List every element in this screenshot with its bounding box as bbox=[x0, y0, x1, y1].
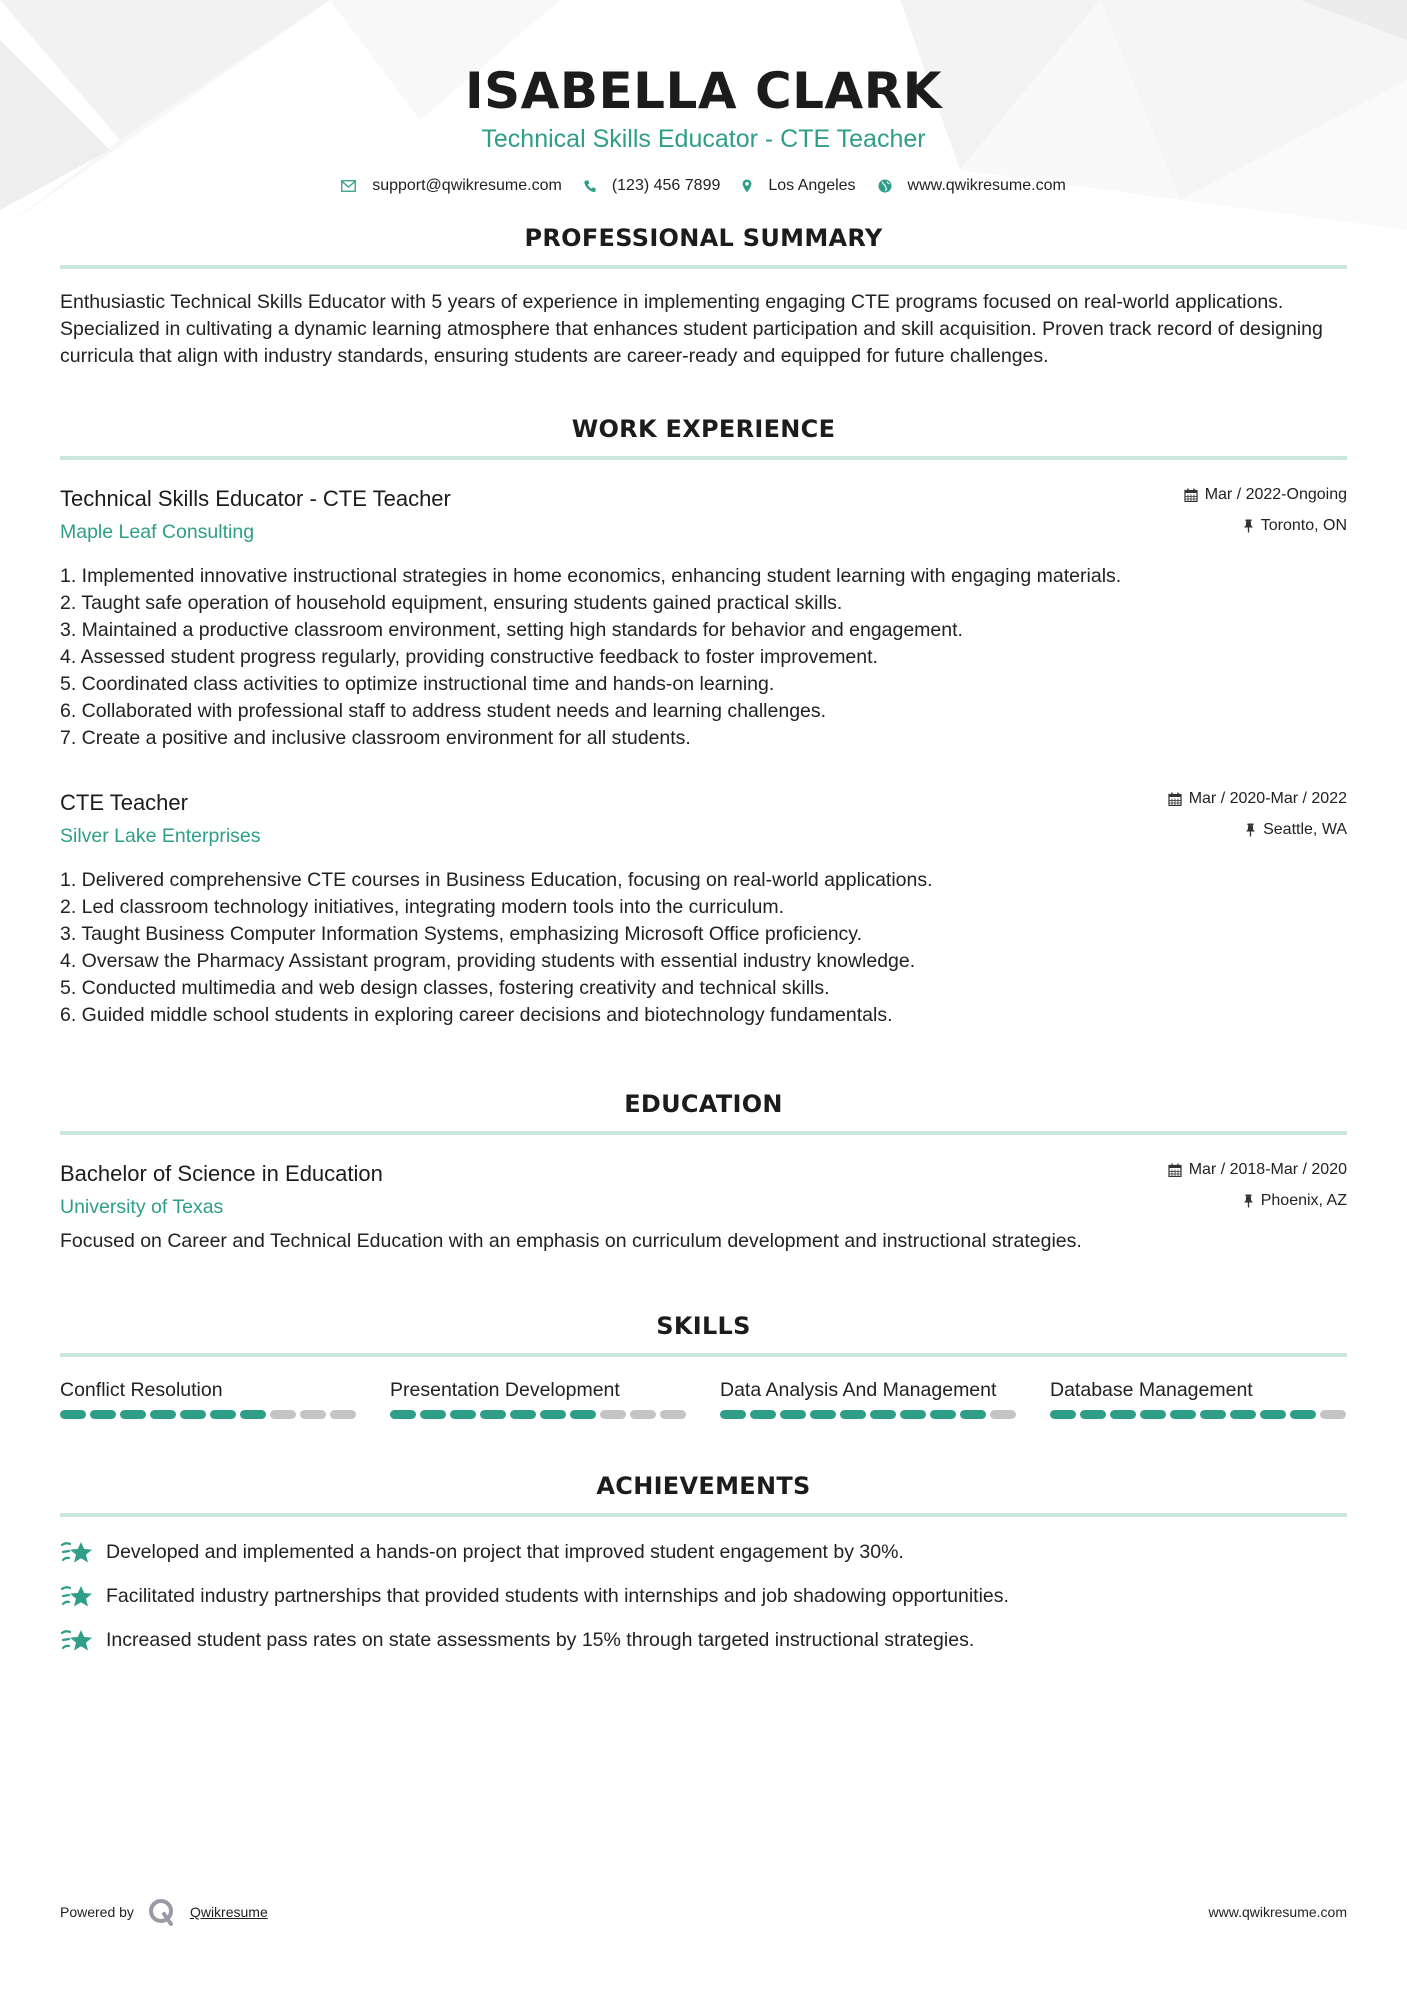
skill-segment-filled bbox=[150, 1410, 176, 1419]
education-dates-text: Mar / 2018-Mar / 2020 bbox=[1188, 1161, 1347, 1178]
job-location bbox=[1184, 515, 1347, 537]
skill-segment-filled bbox=[780, 1410, 806, 1419]
section-education bbox=[60, 1089, 1347, 1255]
skill-segment-empty bbox=[630, 1410, 656, 1419]
job-bullets bbox=[60, 867, 1347, 1029]
section-heading: EDUCATION bbox=[624, 1090, 783, 1118]
job-bullets bbox=[60, 563, 1347, 752]
calendar-icon bbox=[1168, 1163, 1182, 1177]
job-title: Technical Skills Educator - CTE Teacher bbox=[60, 486, 451, 511]
phone-icon bbox=[584, 180, 596, 193]
contact-website-text: www.qwikresume.com bbox=[907, 177, 1066, 194]
job-bullet: 6. Collaborated with professional staff to address student needs and learning challenges. bbox=[60, 700, 827, 722]
job-bullet: 1. Delivered comprehensive CTE courses in Business Education, focusing on real-world applications. bbox=[60, 869, 933, 891]
job-dates-text: Mar / 2022-Ongoing bbox=[1204, 486, 1347, 503]
skill-segment-filled bbox=[120, 1410, 146, 1419]
achievements-list bbox=[60, 1539, 1347, 1654]
job-bullet: 6. Guided middle school students in exploring career decisions and biotechnology fundamentals. bbox=[60, 1004, 893, 1026]
skill-segment-filled bbox=[720, 1410, 746, 1419]
job-bullet: 1. Implemented innovative instructional strategies in home economics, enhancing student learning with engaging materials. bbox=[60, 565, 1122, 587]
skill-segment-filled bbox=[420, 1410, 446, 1419]
job-dates-text: Mar / 2020-Mar / 2022 bbox=[1188, 790, 1347, 807]
education-location-text: Phoenix, AZ bbox=[1260, 1192, 1347, 1209]
skill-segment-filled bbox=[540, 1410, 566, 1419]
skill-name: Conflict Resolution bbox=[60, 1379, 223, 1401]
education-dates bbox=[1168, 1159, 1347, 1181]
section-divider bbox=[60, 1131, 1347, 1135]
skill-segment-filled bbox=[240, 1410, 266, 1419]
job-entry bbox=[60, 788, 1347, 1029]
job-location-text: Toronto, ON bbox=[1260, 517, 1347, 534]
achievement-text: Increased student pass rates on state assessments by 15% through targeted instructional strategies. bbox=[106, 1629, 975, 1651]
section-divider bbox=[60, 456, 1347, 460]
skill-segment-filled bbox=[90, 1410, 116, 1419]
achievement-text: Facilitated industry partnerships that provided students with internships and job shadowing opportunities. bbox=[106, 1585, 1009, 1607]
job-location bbox=[1168, 819, 1347, 841]
skill-segment-empty bbox=[270, 1410, 296, 1419]
job-title: CTE Teacher bbox=[60, 790, 188, 815]
skill-segment-filled bbox=[810, 1410, 836, 1419]
powered-by bbox=[60, 1898, 268, 1926]
contact-email[interactable] bbox=[341, 177, 562, 195]
skill-segment-filled bbox=[510, 1410, 536, 1419]
skill-item bbox=[720, 1377, 1020, 1419]
job-bullet: 3. Maintained a productive classroom environment, setting high standards for behavior and engagement. bbox=[60, 619, 963, 641]
skill-segment-filled bbox=[570, 1410, 596, 1419]
skill-item bbox=[60, 1377, 360, 1419]
skill-segment-filled bbox=[1230, 1410, 1256, 1419]
skill-segment-filled bbox=[750, 1410, 776, 1419]
section-divider bbox=[60, 1513, 1347, 1517]
skill-segment-empty bbox=[1320, 1410, 1346, 1419]
job-location-text: Seattle, WA bbox=[1263, 821, 1347, 838]
skill-segment-filled bbox=[1260, 1410, 1286, 1419]
contact-phone[interactable] bbox=[584, 177, 721, 195]
section-heading: WORK EXPERIENCE bbox=[571, 415, 836, 443]
skill-segment-filled bbox=[1170, 1410, 1196, 1419]
skill-segment-filled bbox=[180, 1410, 206, 1419]
skill-rating-bar bbox=[60, 1410, 360, 1419]
contact-email-text: support@qwikresume.com bbox=[372, 177, 562, 194]
section-heading: SKILLS bbox=[656, 1312, 751, 1340]
job-entry bbox=[60, 484, 1347, 752]
contact-location-text: Los Angeles bbox=[768, 177, 856, 194]
education-description: Focused on Career and Technical Education with an emphasis on curriculum development and instructional strategies. bbox=[60, 1230, 1082, 1252]
section-heading: ACHIEVEMENTS bbox=[596, 1472, 811, 1500]
skill-segment-filled bbox=[210, 1410, 236, 1419]
section-heading: PROFESSIONAL SUMMARY bbox=[524, 224, 883, 252]
pushpin-icon bbox=[1245, 823, 1256, 837]
education-location bbox=[1168, 1190, 1347, 1212]
qwikresume-logo-icon bbox=[148, 1898, 176, 1926]
education-entry bbox=[60, 1159, 1347, 1255]
skill-name: Presentation Development bbox=[390, 1379, 620, 1401]
map-pin-icon bbox=[742, 179, 752, 193]
skill-segment-filled bbox=[1140, 1410, 1166, 1419]
degree-title: Bachelor of Science in Education bbox=[60, 1161, 383, 1186]
skill-segment-filled bbox=[1200, 1410, 1226, 1419]
shooting-star-icon bbox=[60, 1540, 94, 1566]
skill-segment-filled bbox=[840, 1410, 866, 1419]
skill-segment-filled bbox=[390, 1410, 416, 1419]
achievement-item bbox=[60, 1539, 1347, 1566]
summary-text: Enthusiastic Technical Skills Educator with 5 years of experience in implementing engaging CTE programs focused on real-world applications. Specialized in cultivating a dynamic learning atmosphere that enhances student participation and skill acquisition. Proven track record of designing curricula that align with industry standards, ensuring students are career-ready and equipped for future challenges. bbox=[60, 291, 1323, 367]
resume-header bbox=[60, 0, 1347, 195]
skill-segment-empty bbox=[300, 1410, 326, 1419]
achievement-item bbox=[60, 1583, 1347, 1610]
contact-phone-text: (123) 456 7899 bbox=[611, 177, 721, 194]
skill-segment-empty bbox=[330, 1410, 356, 1419]
shooting-star-icon bbox=[60, 1628, 94, 1654]
candidate-name: ISABELLA CLARK bbox=[465, 62, 942, 120]
skill-segment-empty bbox=[600, 1410, 626, 1419]
job-bullet: 5. Conducted multimedia and web design classes, fostering creativity and technical skills. bbox=[60, 977, 830, 999]
skill-rating-bar bbox=[720, 1410, 1020, 1419]
job-bullet: 3. Taught Business Computer Information Systems, emphasizing Microsoft Office proficiency. bbox=[60, 923, 863, 945]
job-company: Silver Lake Enterprises bbox=[60, 825, 261, 847]
job-bullet: 2. Taught safe operation of household equipment, ensuring students gained practical skills. bbox=[60, 592, 843, 614]
skill-segment-filled bbox=[1080, 1410, 1106, 1419]
section-divider bbox=[60, 1353, 1347, 1357]
calendar-icon bbox=[1168, 792, 1182, 806]
job-bullet: 4. Assessed student progress regularly, providing constructive feedback to foster improvement. bbox=[60, 646, 878, 668]
school-name: University of Texas bbox=[60, 1196, 224, 1218]
skill-name: Data Analysis And Management bbox=[720, 1379, 997, 1401]
skill-name: Database Management bbox=[1050, 1379, 1253, 1401]
section-skills bbox=[60, 1311, 1347, 1419]
job-dates bbox=[1184, 484, 1347, 506]
globe-icon bbox=[878, 179, 892, 193]
skill-segment-filled bbox=[930, 1410, 956, 1419]
job-bullet: 5. Coordinated class activities to optimize instructional time and hands-on learning. bbox=[60, 673, 775, 695]
skill-segment-filled bbox=[450, 1410, 476, 1419]
skill-segment-filled bbox=[960, 1410, 986, 1419]
skill-segment-filled bbox=[1050, 1410, 1076, 1419]
skill-segment-filled bbox=[480, 1410, 506, 1419]
skill-segment-filled bbox=[1290, 1410, 1316, 1419]
envelope-icon bbox=[341, 180, 356, 192]
skill-segment-filled bbox=[60, 1410, 86, 1419]
job-company: Maple Leaf Consulting bbox=[60, 521, 255, 543]
skill-segment-filled bbox=[870, 1410, 896, 1419]
section-work-experience bbox=[60, 414, 1347, 1029]
section-achievements bbox=[60, 1471, 1347, 1654]
achievement-text: Developed and implemented a hands-on project that improved student engagement by 30%. bbox=[106, 1541, 904, 1563]
footer-website[interactable]: www.qwikresume.com bbox=[1208, 1904, 1347, 1920]
page-footer bbox=[60, 1898, 1347, 1926]
contact-website[interactable] bbox=[878, 177, 1066, 195]
pushpin-icon bbox=[1243, 519, 1254, 533]
job-dates bbox=[1168, 788, 1347, 810]
pushpin-icon bbox=[1243, 1194, 1254, 1208]
candidate-title: Technical Skills Educator - CTE Teacher bbox=[481, 125, 926, 153]
skill-segment-empty bbox=[990, 1410, 1016, 1419]
calendar-icon bbox=[1184, 488, 1198, 502]
qwikresume-link[interactable]: Qwikresume bbox=[189, 1904, 268, 1920]
skill-segment-filled bbox=[1110, 1410, 1136, 1419]
section-professional-summary bbox=[60, 223, 1347, 370]
contact-location bbox=[742, 177, 855, 195]
skills-grid bbox=[60, 1377, 1347, 1419]
shooting-star-icon bbox=[60, 1584, 94, 1610]
skill-rating-bar bbox=[390, 1410, 690, 1419]
powered-by-label: Powered by bbox=[60, 1904, 134, 1920]
job-bullet: 4. Oversaw the Pharmacy Assistant program, providing students with essential industry knowledge. bbox=[60, 950, 916, 972]
section-divider bbox=[60, 265, 1347, 269]
skill-item bbox=[1050, 1377, 1350, 1419]
skill-rating-bar bbox=[1050, 1410, 1350, 1419]
contact-bar bbox=[60, 177, 1347, 195]
skill-segment-filled bbox=[900, 1410, 926, 1419]
job-bullet: 7. Create a positive and inclusive classroom environment for all students. bbox=[60, 727, 691, 749]
achievement-item bbox=[60, 1627, 1347, 1654]
skill-item bbox=[390, 1377, 690, 1419]
skill-segment-empty bbox=[660, 1410, 686, 1419]
job-bullet: 2. Led classroom technology initiatives, integrating modern tools into the curriculum. bbox=[60, 896, 785, 918]
